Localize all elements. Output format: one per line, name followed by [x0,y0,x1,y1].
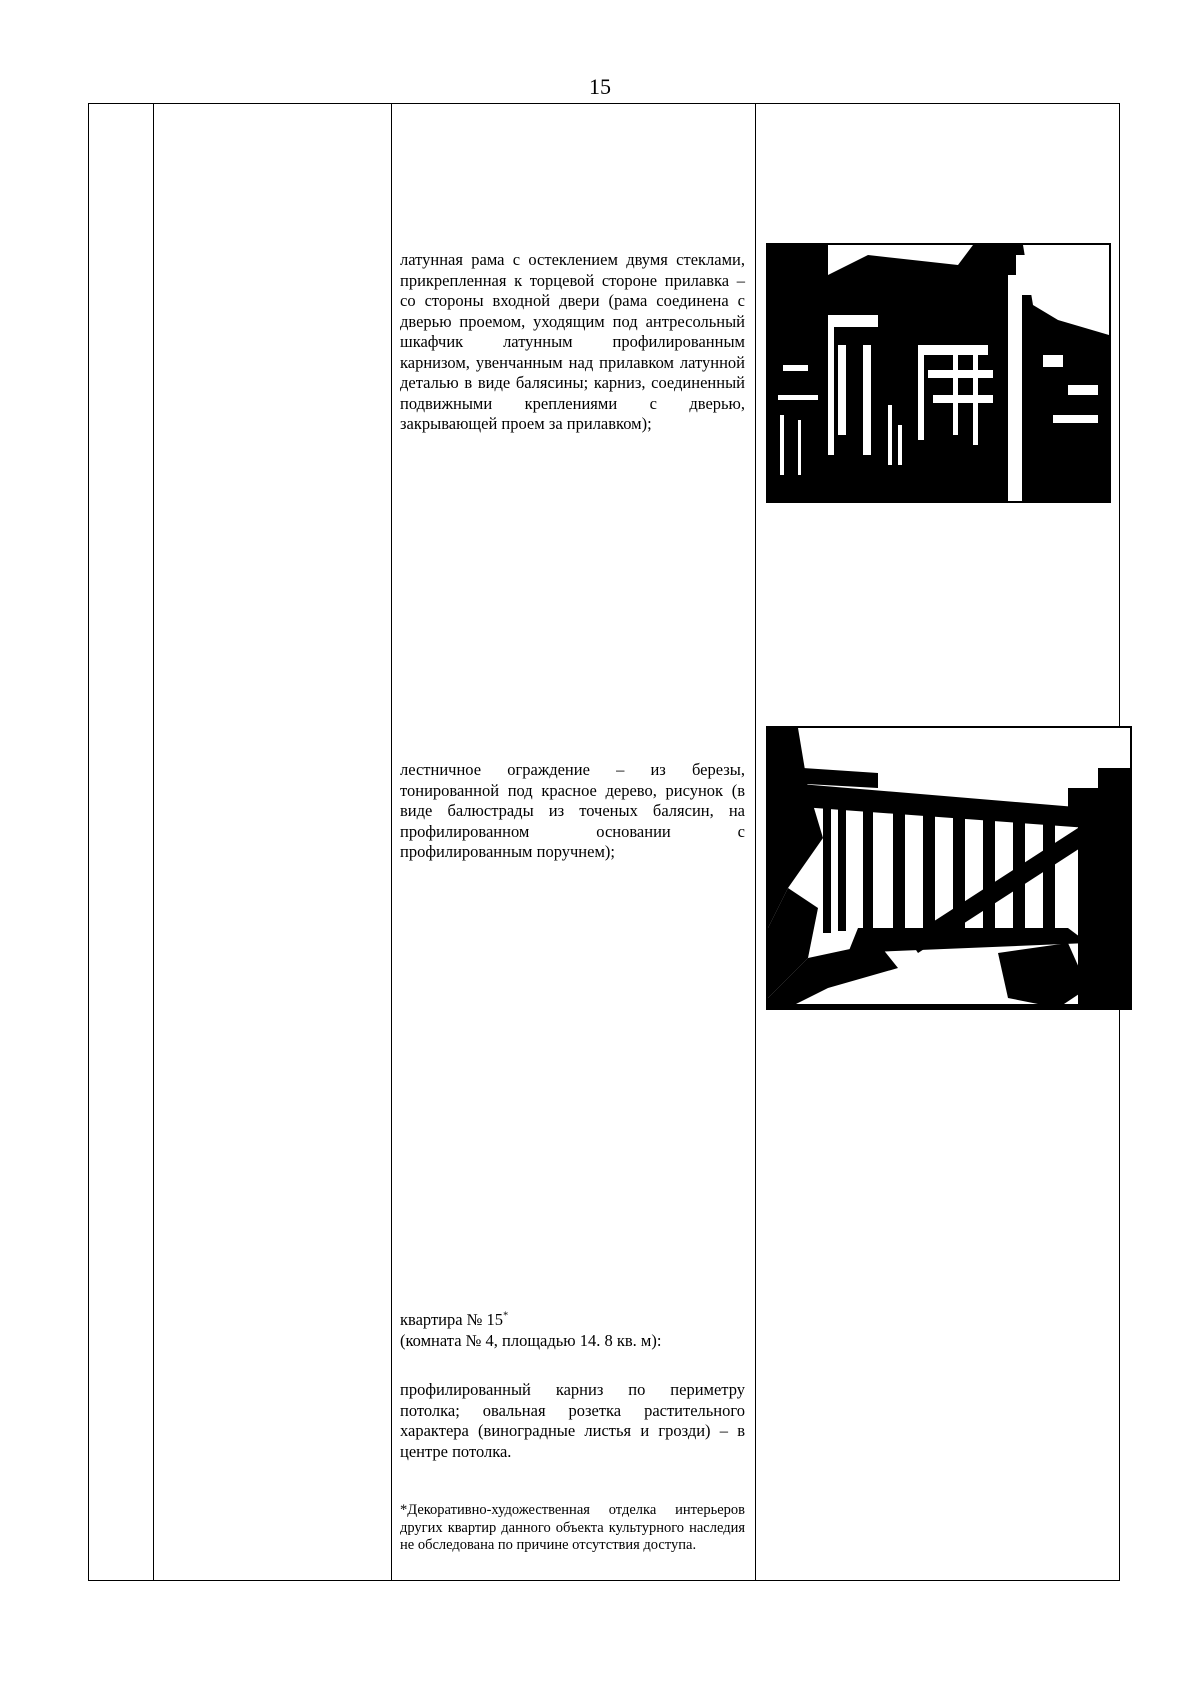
staircase-railing-photo [766,726,1132,1010]
staircase-image [768,728,1130,1008]
column-divider-3 [755,104,756,1580]
column-divider-2 [391,104,392,1580]
entry-text: лестничное ограждение – из березы, тонированной под красное дерево, рисунок (в виде балюстрады из точеных балясин, на профилированном основании с профилированным поручнем); [400,760,745,861]
apartment-title [400,1310,745,1331]
entry-ceiling [400,1380,745,1462]
footnote [400,1502,745,1555]
brass-frame-image [768,245,1109,501]
brass-frame-photo [766,243,1111,503]
entry-staircase-railing [400,760,745,863]
page-number: 15 [589,74,611,99]
apartment-room: (комната № 4, площадью 14. 8 кв. м): [400,1330,662,1350]
entry-apartment-heading [400,1310,745,1351]
entry-brass-frame [400,250,745,435]
apartment-title-text: квартира № 15 [400,1310,504,1329]
column-divider-1 [153,104,154,1580]
entry-text: латунная рама с остеклением двумя стеклами, прикрепленная к торцевой стороне прилавка – со стороны входной двери (рама соединена с дверью проемом, уходящим под антресольный шкафчик латунным профилированным карнизом, увенчанным над прилавком латунной деталью в виде балясины; карниз, соединенный подвижными креплениями с дверью, закрывающей проем за прилавком); [400,250,745,433]
entry-text: профилированный карниз по периметру потолка; овальная розетка растительного характера (виноградные листья и грозди) – в центре потолка. [400,1380,745,1461]
footnote-mark: * [503,1310,509,1322]
footnote-text: *Декоративно-художественная отделка интерьеров других квартир данного объекта культурного наследия не обследована по причине отсутствия доступа. [400,1502,745,1553]
